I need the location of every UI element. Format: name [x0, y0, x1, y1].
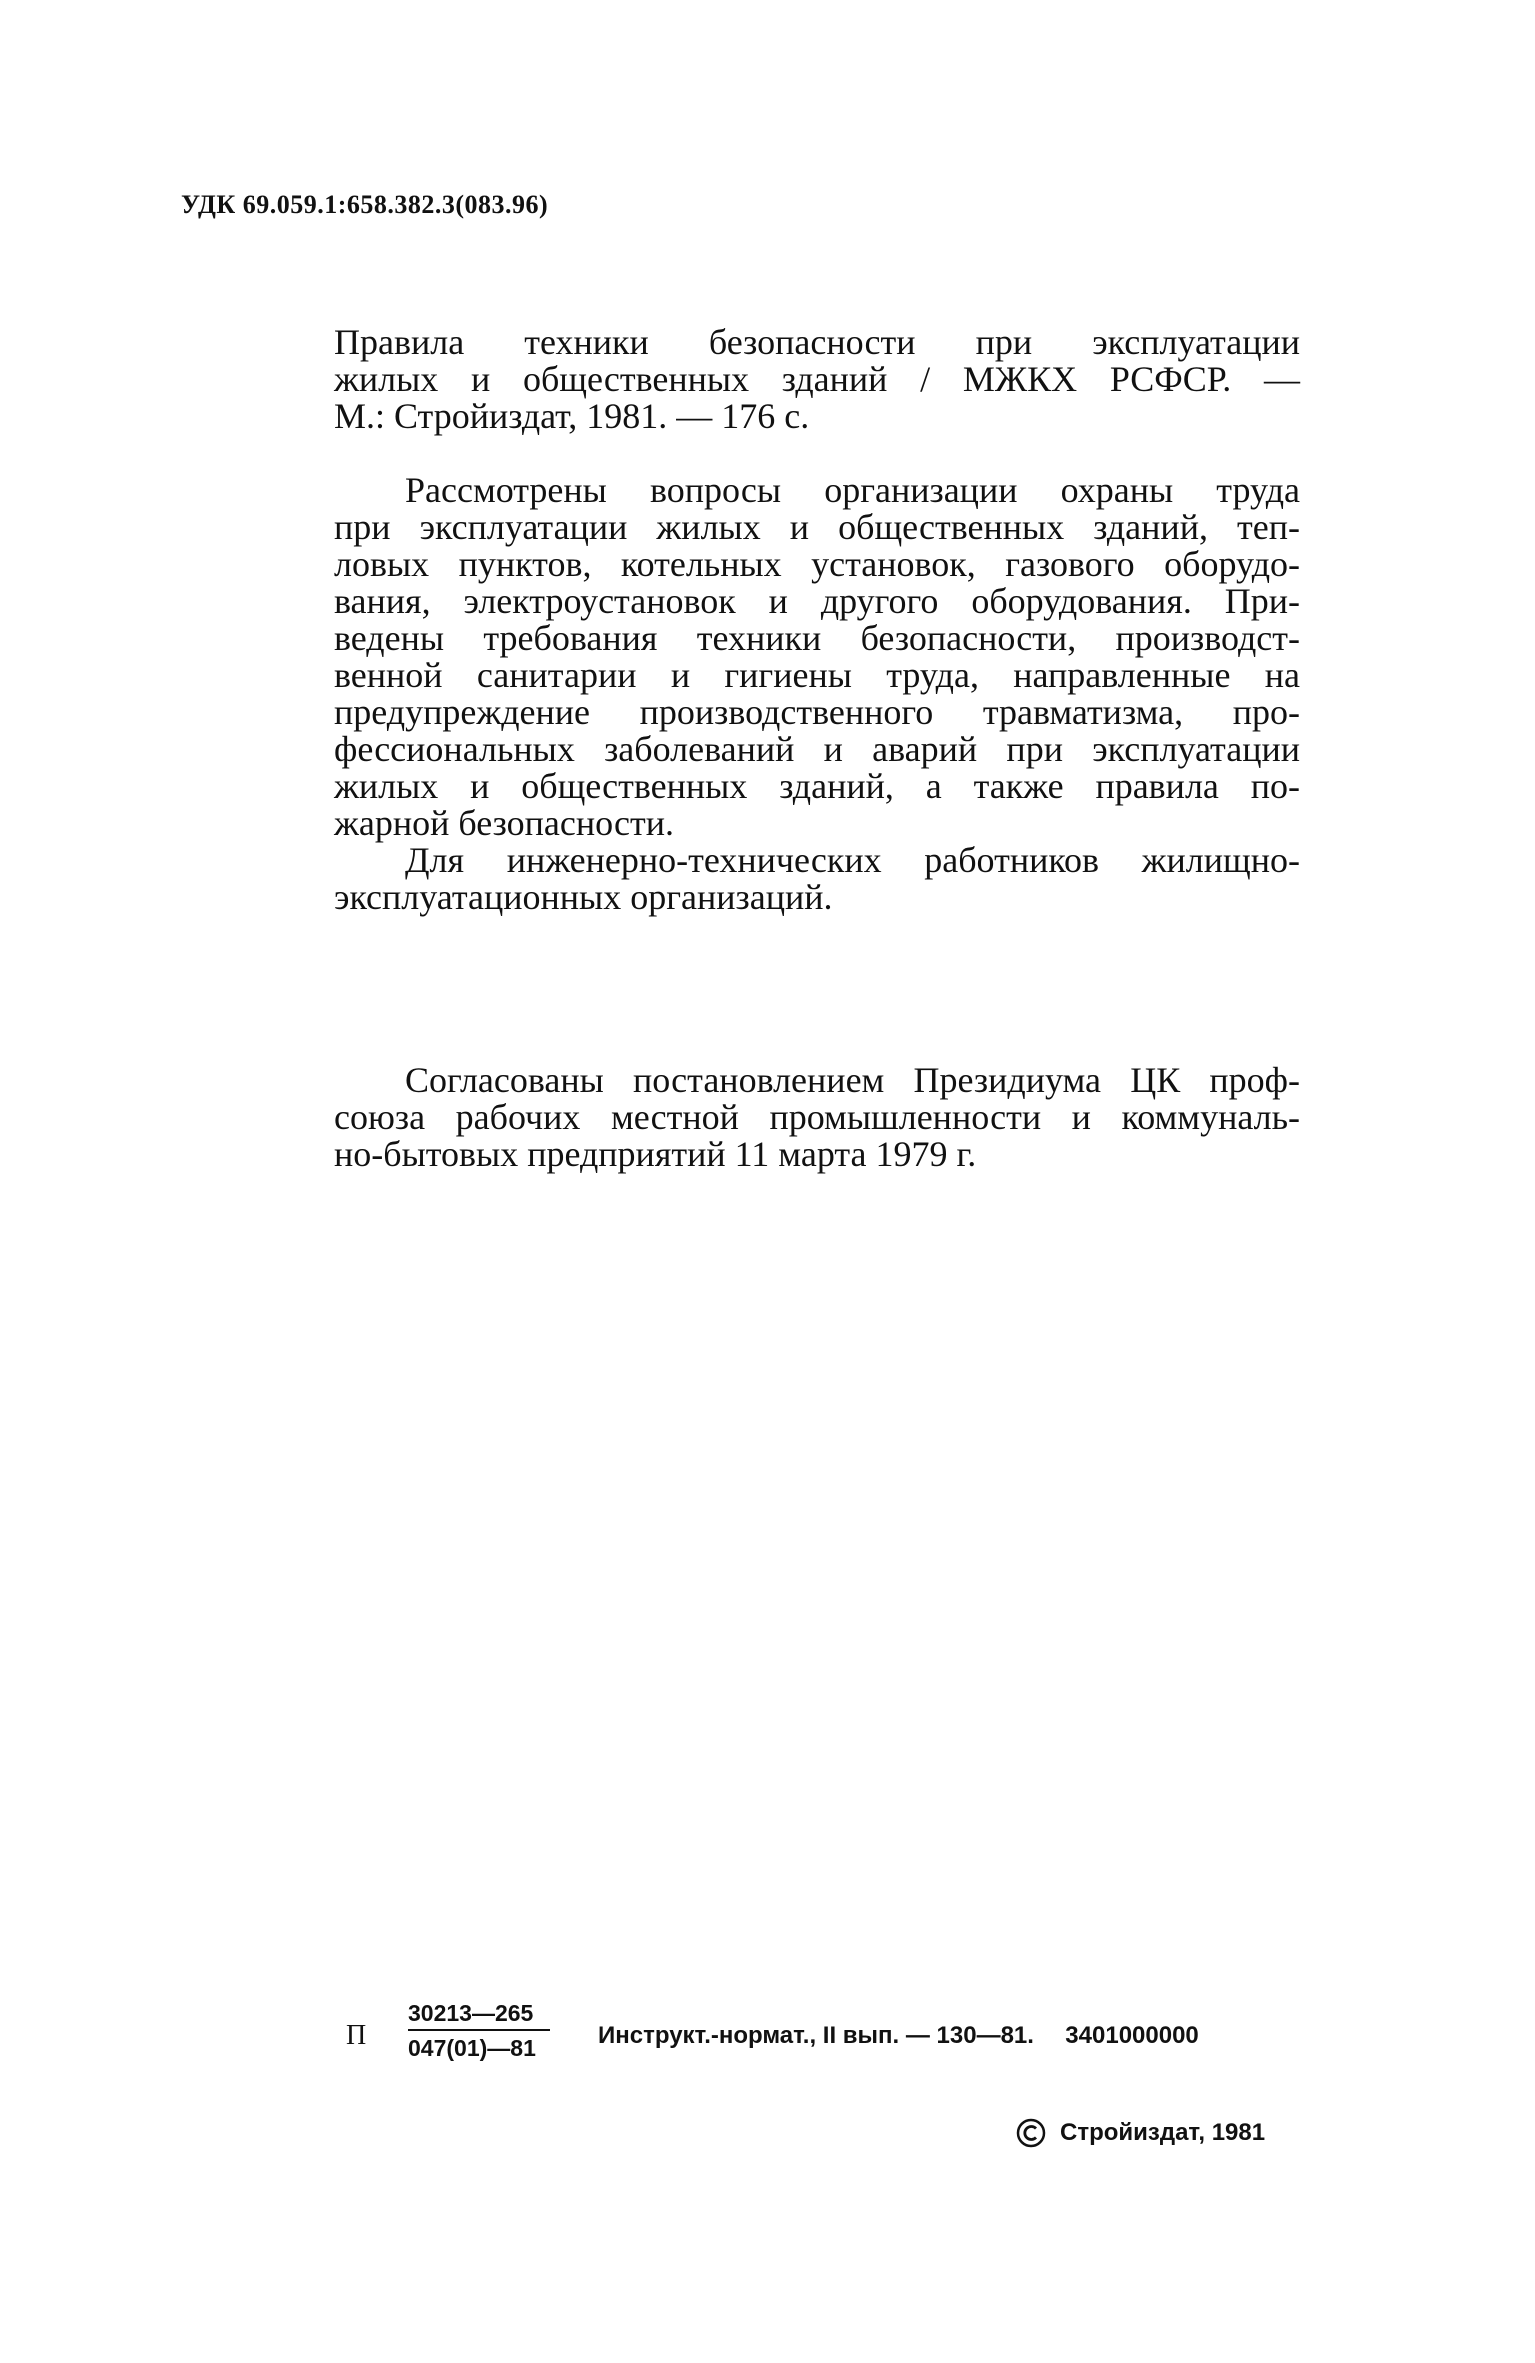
imprint-numerator: 30213—265 [408, 2000, 550, 2031]
approval-line: союза рабочих местной промышленности и коммуналь- [334, 1097, 1300, 1137]
approval-note [334, 1062, 1300, 1173]
audience-line: эксплуатационных организаций. [334, 877, 833, 917]
abstract-line: ловых пунктов, котельных установок, газового оборудо- [334, 544, 1300, 584]
abstract-line: ведены требования техники безопасности, производст- [334, 618, 1300, 658]
imprint-series-text: Инструкт.-нормат., II вып. — 130—81. [598, 2022, 1034, 2049]
copyright-text: Стройиздат, 1981 [1060, 2119, 1266, 2146]
audience-line: Для инженерно-технических работников жилищно- [405, 840, 1300, 880]
copyright-icon [1016, 2118, 1046, 2148]
abstract-line: венной санитарии и гигиены труда, направленные на [334, 655, 1300, 695]
citation-line: Правила техники безопасности при эксплуатации [334, 322, 1300, 362]
bibliographic-citation [334, 324, 1300, 435]
abstract-line: жилых и общественных зданий, а также правила по- [334, 766, 1300, 806]
citation-line: жилых и общественных зданий / МЖКХ РСФСР. — [334, 359, 1300, 399]
approval-line: Согласованы постановлением Президиума ЦК проф- [405, 1060, 1300, 1100]
udc-code: УДК 69.059.1:658.382.3(083.96) [181, 190, 549, 219]
abstract-line: фессиональных заболеваний и аварий при эксплуатации [334, 729, 1300, 769]
abstract-line: при эксплуатации жилых и общественных зданий, теп- [334, 507, 1300, 547]
abstract [334, 472, 1300, 916]
imprint-code [346, 2000, 1306, 2080]
imprint-series [598, 2022, 1199, 2050]
copyright-line [1016, 2118, 1265, 2148]
imprint-denominator: 047(01)—81 [408, 2035, 536, 2061]
abstract-line: предупреждение производственного травматизма, про- [334, 692, 1300, 732]
imprint-code-number: 3401000000 [1065, 2022, 1199, 2049]
imprint-fraction [408, 2000, 550, 2062]
abstract-line: Рассмотрены вопросы организации охраны труда [405, 470, 1300, 510]
approval-line: но-бытовых предприятий 11 марта 1979 г. [334, 1134, 977, 1174]
abstract-line: жарной безопасности. [334, 803, 675, 843]
abstract-line: вания, электроустановок и другого оборудования. При- [334, 581, 1300, 621]
imprint-letter: П [346, 2020, 367, 2051]
citation-line: М.: Стройиздат, 1981. — 176 с. [334, 396, 810, 436]
